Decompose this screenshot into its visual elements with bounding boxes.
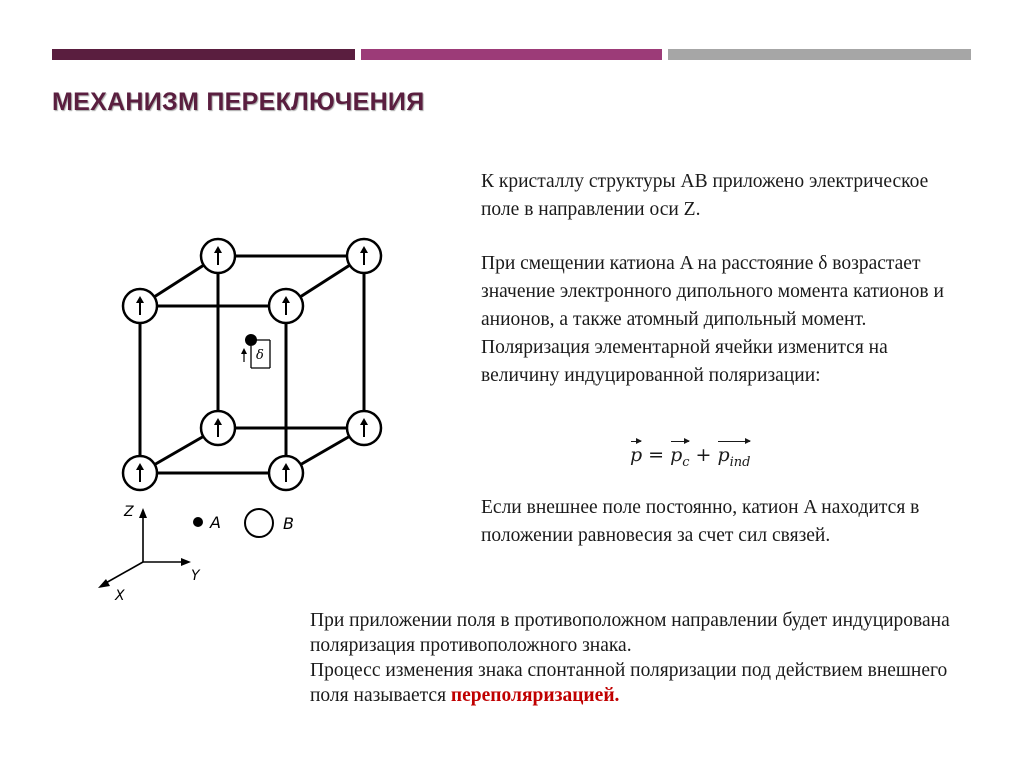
polarization-formula	[630, 438, 751, 470]
repolarization-definition: Процесс изменения знака спонтанной поляризации под действием внешнего поля называется переполяризацией.	[310, 660, 948, 706]
equals-sign: =	[648, 444, 665, 466]
legend-label-a: A	[210, 513, 221, 532]
coordinate-axes	[98, 508, 191, 588]
displacement-paragraph: При смещении катиона A на расстояние δ возрастает значение электронного дипольного момента катионов и анионов, а также атомный дипольный момент. Поляризация элементарной ячейки изменится на величину индуцированной поляризации:	[481, 253, 944, 386]
cation-a-displaced	[241, 334, 270, 368]
vector-pind: $p_{ind}$	[717, 438, 750, 470]
repolarization-paragraph	[310, 608, 990, 708]
cation-a-marker	[193, 517, 203, 527]
anion-atom	[269, 456, 303, 490]
legend-label-b: B	[283, 514, 294, 533]
anion-atom	[123, 456, 157, 490]
axis-label-y: Y	[191, 568, 200, 584]
intro-paragraph: К кристаллу структуры AB приложено электрическое поле в направлении оси Z.	[481, 171, 929, 220]
repolarization-term: переполяризацией.	[450, 685, 620, 706]
anion-atom	[269, 289, 303, 323]
lattice-atoms	[123, 239, 381, 490]
axis-label-z: Z	[124, 504, 134, 520]
equilibrium-paragraph: Если внешнее поле постоянно, катион A находится в положении равновесия за счет сил связей.	[481, 497, 920, 546]
plus-sign: +	[695, 444, 712, 466]
anion-atom	[201, 239, 235, 273]
reverse-field-text: При приложении поля в противоположном направлении будет индуцирована поляризация противоположного знака.	[310, 610, 950, 656]
vector-p: p	[630, 438, 642, 466]
slide-title: МЕХАНИЗМ ПЕРЕКЛЮЧЕНИЯ	[52, 88, 425, 116]
anion-atom	[123, 289, 157, 323]
cube-edges	[140, 256, 364, 473]
axis-label-x: X	[115, 588, 125, 604]
delta-label: δ	[256, 348, 264, 363]
anion-b-marker	[245, 509, 273, 537]
anion-atom	[347, 411, 381, 445]
diagram-legend	[193, 509, 294, 537]
anion-atom	[201, 411, 235, 445]
crystal-lattice-diagram	[0, 0, 460, 620]
vector-pc: $p_c$	[670, 438, 689, 470]
header-bar-gray	[668, 49, 971, 60]
anion-atom	[347, 239, 381, 273]
